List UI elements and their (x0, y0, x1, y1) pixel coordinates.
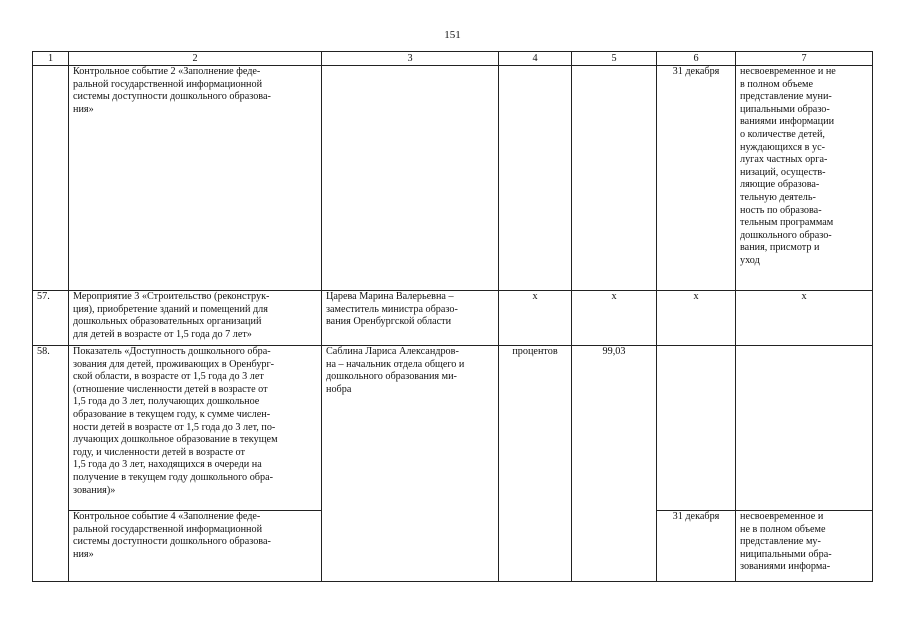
event-name-line: ния» (73, 548, 94, 560)
event-name-line: системы доступности дошкольного образова- (73, 91, 271, 103)
consequence-line: тельным программам (740, 217, 834, 229)
event-name-line: дошкольных образовательных организаций (73, 316, 262, 328)
row-number: 58. (33, 346, 69, 582)
indicator-name-line: году, и численности детей в возрасте от (73, 446, 245, 458)
event-name-line: Контрольное событие 2 «Заполнение феде- (73, 66, 261, 77)
indicator-name-line: ской области, в возрасте от 1,5 года до 3 лет (73, 371, 264, 383)
event-name-line: ния» (73, 103, 94, 115)
event-name-cell (69, 511, 322, 582)
row-number: 57. (33, 291, 69, 346)
indicator-name-line: зования для детей, проживающих в Оренбург- (73, 358, 275, 370)
consequence-line: несвоевременное и (740, 511, 824, 522)
unit-cell (499, 66, 572, 291)
indicator-name-line: лучающих дошкольное образование в текущем (73, 434, 278, 446)
event-name-line: Контрольное событие 4 «Заполнение феде- (73, 511, 261, 522)
consequence-cell: x (736, 291, 873, 346)
consequence-cell (736, 346, 873, 511)
deadline-cell: x (657, 291, 736, 346)
value-cell (572, 66, 657, 291)
consequence-line: ность по образова- (740, 204, 822, 216)
responsible-line: нобра (326, 383, 352, 395)
consequence-line: ниципальными обра- (740, 548, 832, 560)
indicator-name-line: 1,5 года до 3 лет, находящихся в очереди на (73, 459, 262, 471)
consequence-line: в полном объеме (740, 78, 813, 90)
event-name-line: ральной государственной информационной (73, 523, 263, 535)
responsible-line: дошкольного образования ми- (326, 371, 457, 383)
document-table (32, 51, 873, 582)
consequence-line: уход (740, 254, 760, 266)
consequence-line: ваниями информации (740, 116, 835, 128)
indicator-name-line: ности детей в возрасте от 1,5 года до 3 лет, по- (73, 421, 276, 433)
event-name-cell (69, 66, 322, 291)
consequence-line: представление му- (740, 536, 821, 548)
consequence-line: несвоевременное и не (740, 66, 836, 77)
consequence-line: о количестве детей, (740, 128, 825, 140)
column-header: 3 (322, 52, 499, 66)
consequence-line: ципальными образо- (740, 103, 830, 115)
table-row (33, 346, 873, 511)
table-row (33, 291, 873, 346)
indicator-name-line: образование в текущем году, к сумме числен- (73, 408, 271, 420)
consequence-line: вания, присмотр и (740, 242, 820, 254)
responsible-line: вания Оренбургской области (326, 316, 452, 328)
value-cell: 99,03 (572, 346, 657, 582)
responsible-cell (322, 66, 499, 291)
column-header: 4 (499, 52, 572, 66)
consequence-line: тельную деятель- (740, 191, 816, 203)
responsible-cell (322, 346, 499, 582)
indicator-name-line: получение в текущем году дошкольного обра- (73, 471, 273, 483)
indicator-name-line: 1,5 года до 3 лет, получающих дошкольное (73, 396, 260, 408)
unit-cell: процентов (499, 346, 572, 582)
consequence-line: дошкольного образо- (740, 229, 832, 241)
responsible-cell (322, 291, 499, 346)
deadline-cell: 31 декабря (657, 66, 736, 291)
consequence-cell (736, 511, 873, 582)
indicator-name-line: (отношение численности детей в возрасте от (73, 383, 268, 395)
consequence-line: зованиями информа- (740, 561, 831, 573)
consequence-line: ляющие образова- (740, 179, 820, 191)
responsible-line: на – начальник отдела общего и (326, 358, 465, 370)
indicator-name-line: зования)» (73, 484, 116, 496)
deadline-cell (657, 346, 736, 511)
unit-cell: x (499, 291, 572, 346)
column-header: 2 (69, 52, 322, 66)
row-number (33, 66, 69, 291)
deadline-cell: 31 декабря (657, 511, 736, 582)
responsible-line: Саблина Лариса Александров- (326, 346, 459, 357)
page-number: 151 (444, 29, 461, 41)
consequence-line: представление муни- (740, 91, 832, 103)
column-header: 1 (33, 52, 69, 66)
consequence-line: низаций, осуществ- (740, 166, 826, 178)
table-header-row (33, 52, 873, 66)
event-name-line: Мероприятие 3 «Строительство (реконструк- (73, 291, 270, 302)
responsible-line: Царева Марина Валерьевна – (326, 291, 454, 302)
event-name-line: системы доступности дошкольного образова- (73, 536, 271, 548)
indicator-name-cell (69, 346, 322, 511)
consequence-line: не в полном объеме (740, 523, 826, 535)
indicator-name-line: Показатель «Доступность дошкольного обра- (73, 346, 271, 357)
consequence-cell (736, 66, 873, 291)
event-name-line: ция), приобретение зданий и помещений для (73, 303, 268, 315)
table-row (33, 66, 873, 291)
consequence-line: нуждающихся в ус- (740, 141, 825, 153)
column-header: 7 (736, 52, 873, 66)
event-name-cell (69, 291, 322, 346)
column-header: 5 (572, 52, 657, 66)
value-cell: x (572, 291, 657, 346)
column-header: 6 (657, 52, 736, 66)
consequence-line: лугах частных орга- (740, 154, 828, 166)
event-name-line: ральной государственной информационной (73, 78, 263, 90)
responsible-line: заместитель министра образо- (326, 303, 458, 315)
event-name-line: для детей в возрасте от 1,5 года до 7 лет» (73, 328, 252, 340)
